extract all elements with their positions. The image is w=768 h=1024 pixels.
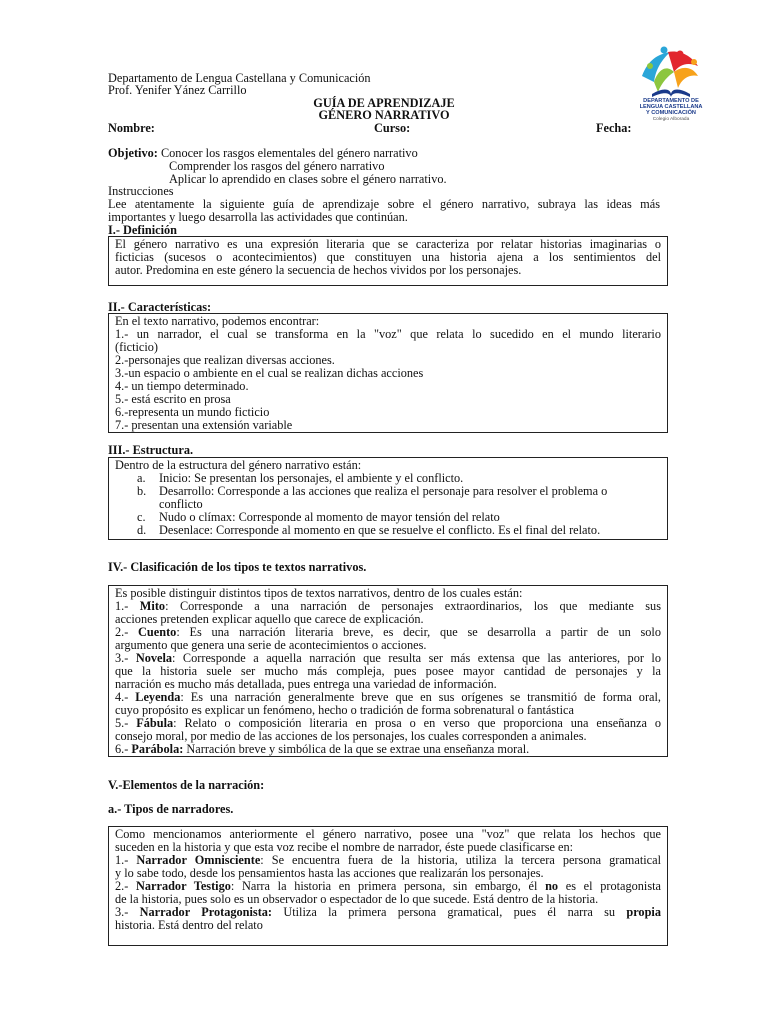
teacher-line: Prof. Yenifer Yánez Carrillo [108, 83, 247, 97]
caracteristica-1: 1.- un narrador, el cual se transforma en la "voz" que relata lo sucedido en el mundo literario [115, 327, 661, 341]
objetivo-item-2: Comprender los rasgos del género narrativo [169, 159, 385, 173]
testigo-line-1: 2.- Narrador Testigo: Narra la historia en primera persona, sin embargo, él no es el protagonista [115, 879, 661, 893]
objetivo-label: Objetivo: [108, 146, 158, 160]
caracteristica-3: 3.-un espacio o ambiente en el cual se realizan dichas acciones [115, 366, 424, 380]
omnisciente-term: Narrador Omnisciente [136, 853, 261, 867]
omnisciente-line-1: 1.- Narrador Omnisciente: Se encuentra fuera de la historia, utiliza la tercera persona gramatical [115, 853, 661, 867]
section-5-heading: V.-Elementos de la narración: [108, 778, 265, 792]
narradores-line-2: suceden en la historia y que esta voz recibe el nombre de narrador, éste puede clasificarse en: [115, 840, 574, 854]
narradores-line-1: Como mencionamos anteriormente el género narrativo, posee una "voz" que relata los hechos que [115, 827, 661, 841]
section-3-heading: III.- Estructura. [108, 443, 194, 457]
estructura-item-b-cont: conflicto [159, 497, 203, 511]
fabula-line-1: 5.- Fábula: Relato o composición literaria en prosa o en verso que proporciona una enseñanza o [115, 716, 661, 730]
cuento-term: Cuento [138, 625, 177, 639]
section-4-heading: IV.- Clasificación de los tipos te textos narrativos. [108, 560, 367, 574]
instrucciones-text-1: Lee atentamente la siguiente guía de aprendizaje sobre el género narrativo, subraya las ideas más [108, 197, 660, 211]
logo-line-1: DEPARTAMENTO DE [643, 98, 699, 104]
caracteristica-4: 4.- un tiempo determinado. [115, 379, 249, 393]
instrucciones-text-2: importantes y luego desarrolla las actividades que continúan. [108, 210, 408, 224]
guide-title: GUÍA DE APRENDIZAJE [313, 96, 455, 110]
estructura-mark-d: d. [137, 523, 147, 537]
caracteristica-2: 2.-personajes que realizan diversas acciones. [115, 353, 335, 367]
definicion-line-3: autor. Predomina en este género la secuencia de hechos vividos por los personajes. [115, 263, 522, 277]
mito-line-2: acciones pretenden explicar aquello que carece de explicación. [115, 612, 424, 626]
definicion-line-2: ficticias (sucesos o acontecimientos) que constituyen una historia ajena a los sentimientos del [115, 250, 661, 264]
clasificacion-box [108, 585, 668, 757]
protagonista-line-2: historia. Está dentro del relato [115, 918, 263, 932]
omnisciente-line-2: y lo sabe todo, desde los pensamientos hasta las acciones que realizarán los personajes. [115, 866, 544, 880]
objetivo-item-3: Aplicar lo aprendido en clases sobre el género narrativo. [169, 172, 447, 186]
fecha-label: Fecha: [596, 121, 632, 135]
novela-line-3: narración es mucho más detallada, pues entrega una variedad de información. [115, 677, 497, 691]
caracteristica-5: 5.- está escrito en prosa [115, 392, 231, 406]
estructura-mark-c: c. [137, 510, 146, 524]
estructura-box [108, 457, 668, 540]
leyenda-line-1: 4.- Leyenda: Es una narración generalmente breve que en sus orígenes se transmitió de forma oral, [115, 690, 661, 704]
instrucciones-label: Instrucciones [108, 184, 174, 198]
section-1-heading: I.- Definición [108, 223, 177, 237]
fabula-line-2: consejo moral, por medio de las acciones de los personajes, los cuales corresponden a animales. [115, 729, 587, 743]
estructura-mark-b: b. [137, 484, 147, 498]
novela-line-2: que la historia suele ser mucho más compleja, pues posee mayor cantidad de personajes y la [115, 664, 661, 678]
department-logo [628, 42, 714, 126]
logo-line-2: LENGUA CASTELLANA [639, 104, 703, 110]
definicion-line-1: El género narrativo es una expresión literaria que se caracteriza por relatar historias imaginarias o [115, 237, 661, 251]
novela-line-1: 3.- Novela: Corresponde a aquella narración que resulta ser más extensa que las anteriores, por lo [115, 651, 661, 665]
department-line: Departamento de Lengua Castellana y Comunicación [108, 71, 371, 85]
section-5a-heading: a.- Tipos de narradores. [108, 802, 234, 816]
fabula-term: Fábula [136, 716, 174, 730]
caracteristica-1-cont: (ficticio) [115, 340, 159, 354]
cuento-line-1: 2.- Cuento: Es una narración literaria breve, es decir, que se desarrolla a partir de un solo [115, 625, 661, 639]
definicion-box [108, 236, 668, 286]
curso-label: Curso: [374, 121, 411, 135]
leyenda-line-2: cuyo propósito es explicar un fenómeno, hecho o tradición de forma sobrenatural o fantástica [115, 703, 574, 717]
estructura-mark-a: a. [137, 471, 146, 485]
estructura-intro: Dentro de la estructura del género narrativo están: [115, 458, 362, 472]
leyenda-term: Leyenda [135, 690, 181, 704]
mito-line-1: 1.- Mito: Corresponde a una narración de personajes extraordinarios, los que mediante sus [115, 599, 661, 613]
caracteristicas-intro: En el texto narrativo, podemos encontrar: [115, 314, 320, 328]
parabola-term: Parábola: [131, 742, 184, 756]
testigo-line-2: de la historia, pues solo es un observador o espectador de lo que sucede. Está dentro de la historia. [115, 892, 599, 906]
nombre-label: Nombre: [108, 121, 155, 135]
objetivo-item-1: Conocer los rasgos elementales del género narrativo [160, 146, 418, 160]
mito-term: Mito [139, 599, 166, 613]
novela-term: Novela [135, 651, 173, 665]
narradores-box [108, 826, 668, 946]
clasificacion-intro: Es posible distinguir distintos tipos de textos narrativos, dentro de los cuales están: [115, 586, 523, 600]
estructura-item-b: Desarrollo: Corresponde a las acciones que realiza el personaje para resolver el problema o [159, 484, 608, 498]
section-2-heading: II.- Características: [108, 300, 212, 314]
caracteristicas-box [108, 313, 668, 433]
caracteristica-6: 6.-representa un mundo ficticio [115, 405, 270, 419]
estructura-item-c: Nudo o clímax: Corresponde al momento de mayor tensión del relato [159, 510, 500, 524]
testigo-term: Narrador Testigo [136, 879, 231, 893]
protagonista-line-1: 3.- Narrador Protagonista: Utiliza la primera persona gramatical, pues él narra su propia [115, 905, 661, 919]
logo-line-4: Colegio Alborada [652, 117, 690, 122]
logo-line-3: Y COMUNICACIÓN [646, 110, 696, 116]
cuento-line-2: argumento que genera una serie de acontecimientos o acciones. [115, 638, 427, 652]
estructura-item-a: Inicio: Se presentan los personajes, el ambiente y el conflicto. [159, 471, 464, 485]
estructura-item-d: Desenlace: Corresponde al momento en que se resuelve el conflicto. Es el final del relato. [159, 523, 601, 537]
guide-subtitle: GÉNERO NARRATIVO [318, 108, 450, 122]
protagonista-term: Narrador Protagonista: [139, 905, 273, 919]
parabola-line: 6.- Parábola: Narración breve y simbólica de la que se extrae una enseñanza moral. [115, 742, 530, 756]
caracteristica-7: 7.- presentan una extensión variable [115, 418, 293, 432]
